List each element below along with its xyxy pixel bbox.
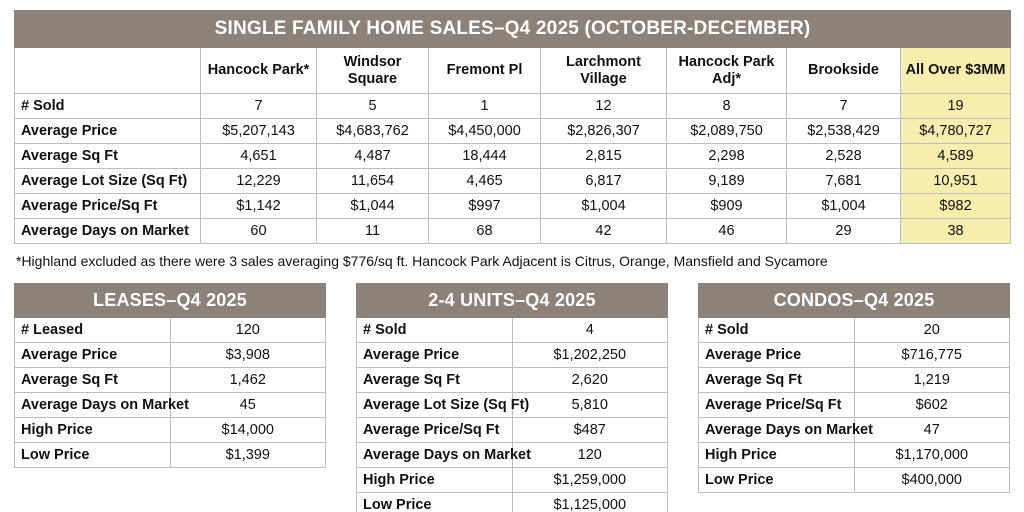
summary-tables-row <box>14 283 1010 512</box>
main-table-cell: $982 <box>901 194 1011 219</box>
main-table-column-header: Hancock Park Adj* <box>667 48 787 94</box>
units-row-value: 2,620 <box>512 368 668 393</box>
units-row-value: 5,810 <box>512 393 668 418</box>
main-table-cell: 42 <box>541 219 667 244</box>
main-table-cell: 68 <box>429 219 541 244</box>
table-row <box>357 343 668 368</box>
main-table-row-label: Average Sq Ft <box>15 144 201 169</box>
main-table-cell: $2,538,429 <box>787 119 901 144</box>
table-row <box>15 194 1011 219</box>
main-table-row-label: # Sold <box>15 94 201 119</box>
main-table-cell: $2,089,750 <box>667 119 787 144</box>
leases-row-value: 1,462 <box>170 368 326 393</box>
main-table-corner-cell <box>15 48 201 94</box>
table-row <box>15 144 1011 169</box>
condos-row-label: Average Days on Market <box>699 418 855 443</box>
table-row <box>15 119 1011 144</box>
units-section <box>356 283 668 512</box>
table-row <box>15 393 326 418</box>
main-table-cell: 2,528 <box>787 144 901 169</box>
table-row <box>15 418 326 443</box>
main-table-cell: 8 <box>667 94 787 119</box>
condos-row-label: Average Sq Ft <box>699 368 855 393</box>
table-row <box>357 368 668 393</box>
main-table-cell: 38 <box>901 219 1011 244</box>
main-table-cell: $5,207,143 <box>201 119 317 144</box>
main-table-cell: 1 <box>429 94 541 119</box>
main-table-cell: 29 <box>787 219 901 244</box>
main-table-cell: 6,817 <box>541 169 667 194</box>
main-table-cell: 12 <box>541 94 667 119</box>
leases-row-label: # Leased <box>15 318 171 343</box>
table-row <box>357 493 668 512</box>
table-row <box>699 468 1010 493</box>
table-row <box>15 368 326 393</box>
units-row-label: Average Price <box>357 343 513 368</box>
units-row-label: Low Price <box>357 493 513 512</box>
main-table-column-header: Larchmont Village <box>541 48 667 94</box>
table-row <box>699 318 1010 343</box>
main-table-column-header: Fremont Pl <box>429 48 541 94</box>
main-table-cell: 4,487 <box>317 144 429 169</box>
main-table-cell: $997 <box>429 194 541 219</box>
table-row <box>15 94 1011 119</box>
table-row <box>699 418 1010 443</box>
units-table-title: 2-4 UNITS–Q4 2025 <box>357 284 668 318</box>
units-row-label: Average Price/Sq Ft <box>357 418 513 443</box>
main-table-cell: 10,951 <box>901 169 1011 194</box>
leases-row-label: High Price <box>15 418 171 443</box>
main-table-cell: $1,004 <box>541 194 667 219</box>
main-table-cell: $1,044 <box>317 194 429 219</box>
condos-row-label: # Sold <box>699 318 855 343</box>
units-row-label: # Sold <box>357 318 513 343</box>
leases-row-label: Average Days on Market <box>15 393 171 418</box>
main-table-title: SINGLE FAMILY HOME SALES–Q4 2025 (OCTOBER-DECEMBER) <box>15 11 1011 48</box>
table-row <box>357 393 668 418</box>
condos-row-label: Average Price <box>699 343 855 368</box>
main-table-row-label: Average Lot Size (Sq Ft) <box>15 169 201 194</box>
main-table-cell: $2,826,307 <box>541 119 667 144</box>
main-table-cell: $4,683,762 <box>317 119 429 144</box>
main-table-column-header: All Over $3MM <box>901 48 1011 94</box>
leases-row-value: 120 <box>170 318 326 343</box>
leases-section <box>14 283 326 468</box>
condos-row-value: $602 <box>854 393 1010 418</box>
condos-row-value: 47 <box>854 418 1010 443</box>
main-table-cell: 7,681 <box>787 169 901 194</box>
table-row <box>15 343 326 368</box>
condos-row-label: Low Price <box>699 468 855 493</box>
main-table-cell: 18,444 <box>429 144 541 169</box>
main-table-cell: 60 <box>201 219 317 244</box>
single-family-home-sales-table <box>14 10 1011 244</box>
main-table-row-label: Average Price/Sq Ft <box>15 194 201 219</box>
units-row-value: 4 <box>512 318 668 343</box>
leases-row-value: $3,908 <box>170 343 326 368</box>
condos-section <box>698 283 1010 493</box>
two-to-four-units-table <box>356 283 668 512</box>
leases-table <box>14 283 326 468</box>
table-row <box>357 443 668 468</box>
main-table-column-header: Windsor Square <box>317 48 429 94</box>
main-table-cell: $4,450,000 <box>429 119 541 144</box>
units-row-value: $487 <box>512 418 668 443</box>
main-table-cell: $1,142 <box>201 194 317 219</box>
main-table-cell: 4,589 <box>901 144 1011 169</box>
main-table-row-label: Average Price <box>15 119 201 144</box>
leases-row-value: 45 <box>170 393 326 418</box>
main-table-cell: 19 <box>901 94 1011 119</box>
main-table-cell: 46 <box>667 219 787 244</box>
table-row <box>699 393 1010 418</box>
table-row <box>15 318 326 343</box>
table-row <box>15 169 1011 194</box>
main-table-row-label: Average Days on Market <box>15 219 201 244</box>
condos-row-value: $716,775 <box>854 343 1010 368</box>
units-row-value: $1,259,000 <box>512 468 668 493</box>
units-row-value: $1,125,000 <box>512 493 668 512</box>
main-table-cell: $4,780,727 <box>901 119 1011 144</box>
units-row-value: 120 <box>512 443 668 468</box>
main-table-cell: 11 <box>317 219 429 244</box>
table-row <box>699 368 1010 393</box>
units-row-label: Average Sq Ft <box>357 368 513 393</box>
condos-row-value: 20 <box>854 318 1010 343</box>
units-row-value: $1,202,250 <box>512 343 668 368</box>
main-table-cell: 12,229 <box>201 169 317 194</box>
leases-table-title: LEASES–Q4 2025 <box>15 284 326 318</box>
footnote: *Highland excluded as there were 3 sales averaging $776/sq ft. Hancock Park Adjacent is Citrus, Orange, Mansfield and Sycamore <box>16 253 828 269</box>
leases-row-value: $14,000 <box>170 418 326 443</box>
table-row <box>15 219 1011 244</box>
main-table-cell: 4,651 <box>201 144 317 169</box>
leases-row-label: Average Sq Ft <box>15 368 171 393</box>
table-row <box>357 318 668 343</box>
table-row <box>699 443 1010 468</box>
main-table-column-header: Brookside <box>787 48 901 94</box>
main-table-column-header: Hancock Park* <box>201 48 317 94</box>
condos-row-label: High Price <box>699 443 855 468</box>
leases-row-label: Low Price <box>15 443 171 468</box>
condos-row-value: $1,170,000 <box>854 443 1010 468</box>
table-row <box>357 418 668 443</box>
main-table-cell: 11,654 <box>317 169 429 194</box>
condos-row-value: 1,219 <box>854 368 1010 393</box>
leases-row-label: Average Price <box>15 343 171 368</box>
main-table-cell: 2,298 <box>667 144 787 169</box>
condos-table-title: CONDOS–Q4 2025 <box>699 284 1010 318</box>
main-table-cell: 5 <box>317 94 429 119</box>
table-row <box>15 443 326 468</box>
table-row <box>699 343 1010 368</box>
main-table-cell: 7 <box>787 94 901 119</box>
main-table-cell: $1,004 <box>787 194 901 219</box>
leases-row-value: $1,399 <box>170 443 326 468</box>
main-table-cell: $909 <box>667 194 787 219</box>
main-table-cell: 2,815 <box>541 144 667 169</box>
condos-row-value: $400,000 <box>854 468 1010 493</box>
condos-table <box>698 283 1010 493</box>
units-row-label: Average Lot Size (Sq Ft) <box>357 393 513 418</box>
condos-row-label: Average Price/Sq Ft <box>699 393 855 418</box>
units-row-label: Average Days on Market <box>357 443 513 468</box>
units-row-label: High Price <box>357 468 513 493</box>
main-table-cell: 7 <box>201 94 317 119</box>
table-row <box>357 468 668 493</box>
main-table-cell: 4,465 <box>429 169 541 194</box>
main-table-cell: 9,189 <box>667 169 787 194</box>
